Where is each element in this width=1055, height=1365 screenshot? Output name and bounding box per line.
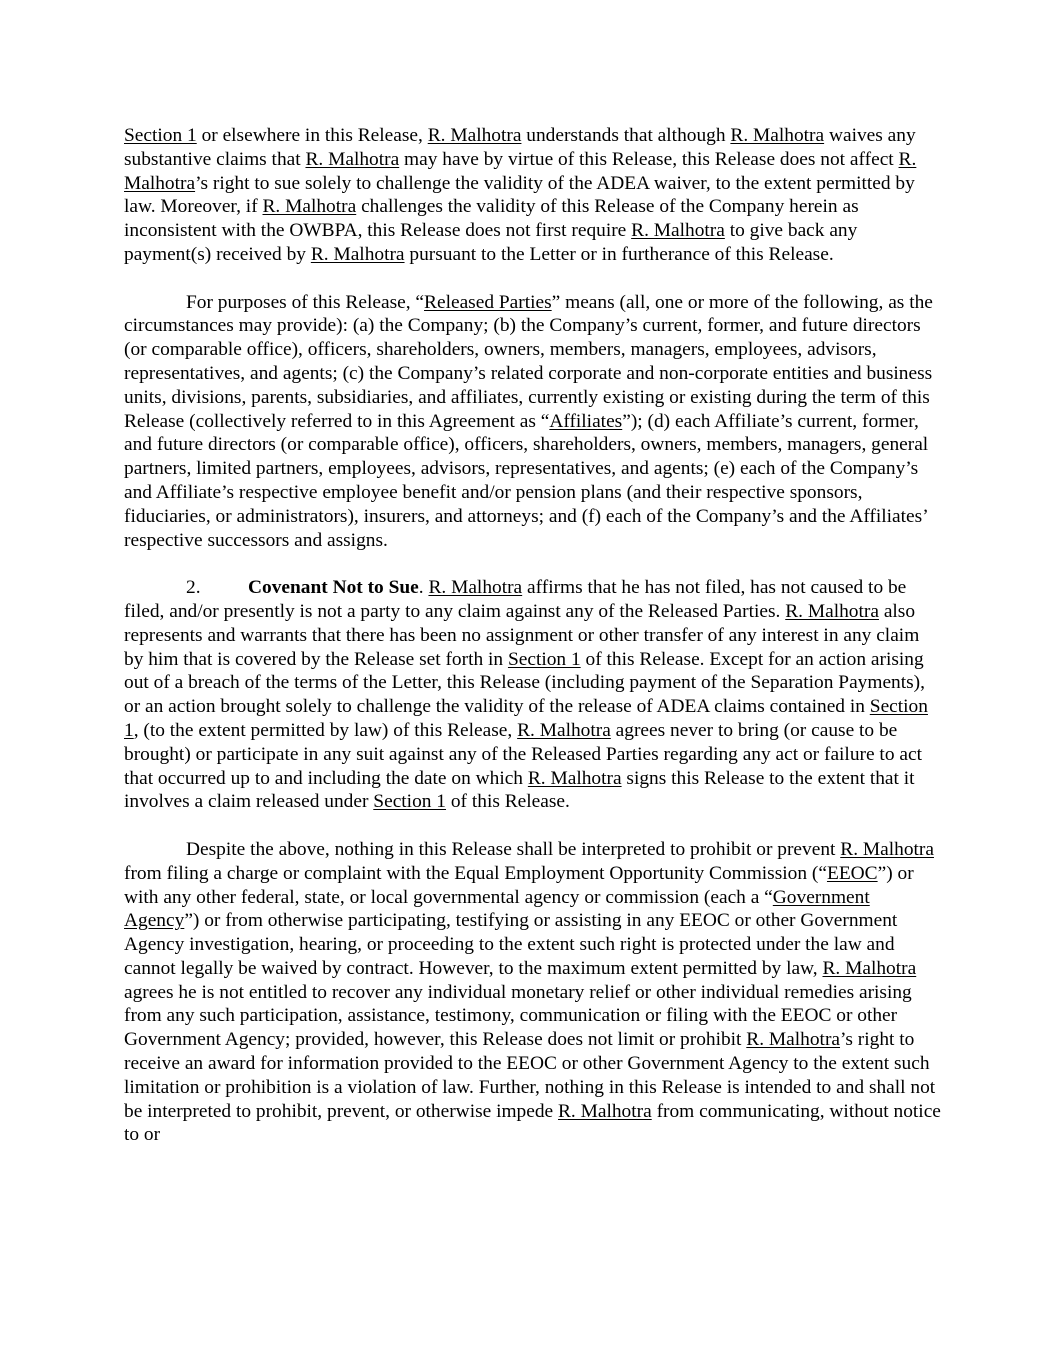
defined-term: R. Malhotra bbox=[840, 838, 934, 860]
defined-term: Section 1 bbox=[124, 125, 197, 146]
text-run: ”) or with any other federal, state, or local governmental agency or commission (each a “ bbox=[124, 862, 914, 908]
text-run: agrees he is not entitled to recover any individual monetary relief or other individual remedies arising from any such participation, assistance, testimony, communication or filing with the EEOC or other Government Agency; provided, however, this Release does not limit or prohibit bbox=[124, 981, 912, 1051]
defined-term: Government Agency bbox=[124, 886, 870, 932]
defined-term: R. Malhotra bbox=[517, 719, 611, 741]
defined-term: R. Malhotra bbox=[730, 125, 825, 146]
text-run: affirms that he has not filed, has not caused to be filed, and/or presently is not a party to any claim against any of the Released Parties. bbox=[124, 577, 907, 622]
paragraph-released-parties bbox=[124, 291, 942, 553]
text-run: ’s right to sue solely to challenge the validity of the ADEA waiver, to the extent permitted by law. Moreover, if bbox=[124, 172, 915, 218]
text-run: pursuant to the Letter or in furtherance of this Release. bbox=[404, 243, 834, 265]
defined-term: R. Malhotra bbox=[427, 125, 522, 146]
defined-term: EEOC bbox=[826, 862, 878, 884]
defined-term: R. Malhotra bbox=[428, 577, 523, 599]
defined-term: R. Malhotra bbox=[262, 196, 357, 218]
text-run: ”); (d) each Affiliate’s current, former, and future directors (or comparable office), officers, shareholders, owners, members, managers, general partners, limited partners, employees, advisors, representatives, and agents; (e) each of the Company’s and Affiliate’s respective employee benefit and/or pension plans (and their respective sponsors, fiduciaries, or administrators), insurers, and attorneys; and (f) each of the Company’s and the Affiliates’ respective successors and assigns. bbox=[124, 410, 929, 551]
text-run: signs this Release to the extent that it involves a claim released under bbox=[124, 767, 915, 813]
defined-term: R. Malhotra bbox=[746, 1029, 841, 1051]
section-number: 2. bbox=[186, 577, 201, 599]
text-run: waives any substantive claims that bbox=[124, 125, 916, 170]
defined-term: R. Malhotra bbox=[305, 148, 400, 170]
defined-term: R. Malhotra bbox=[631, 220, 725, 242]
text-run: from communicating, without notice to or bbox=[124, 1100, 941, 1146]
text-run: to give back any payment(s) received by bbox=[124, 220, 858, 265]
paragraph-covenant-not-to-sue bbox=[124, 576, 942, 814]
defined-term: Section 1 bbox=[507, 648, 581, 670]
document-page bbox=[124, 124, 942, 1171]
text-run: challenges the validity of this Release of the Company herein as inconsistent with the OWBPA, this Release does not first require bbox=[124, 196, 859, 242]
defined-term: R. Malhotra bbox=[785, 600, 879, 622]
defined-term: R. Malhotra bbox=[527, 767, 622, 789]
text-run: understands that although bbox=[521, 125, 731, 146]
defined-term: R. Malhotra bbox=[124, 148, 917, 194]
text-run: , (to the extent permitted by law) of this Release, bbox=[133, 719, 518, 741]
text-run: agrees never to bring (or cause to be brought) or participate in any suit against any of the Released Parties regarding any act or failure to act that occurred up to and including the date on which bbox=[124, 719, 922, 789]
text-run: ”) or from otherwise participating, testifying or assisting in any EEOC or other Government Agency investigation, hearing, or proceeding to the extent such right is protected under the law and cannot legally be waived by contract. However, to the maximum extent permitted by law, bbox=[124, 910, 898, 979]
defined-term: R. Malhotra bbox=[558, 1100, 652, 1122]
paragraph-adea-waiver bbox=[124, 124, 942, 267]
text-run: For purposes of this Release, “ bbox=[186, 291, 425, 313]
defined-term: R. Malhotra bbox=[310, 243, 405, 265]
defined-term: Released Parties bbox=[424, 291, 552, 313]
defined-term: Section 1 bbox=[124, 696, 928, 741]
text-run: . bbox=[418, 577, 429, 599]
text-run: or elsewhere in this Release, bbox=[196, 125, 428, 146]
section-heading: Covenant Not to Sue bbox=[248, 577, 419, 599]
text-run: Despite the above, nothing in this Release shall be interpreted to prohibit or prevent bbox=[186, 838, 841, 860]
text-run: also represents and warrants that there has been no assignment or other transfer of any interest in any claim by him that is covered by the Release set forth in bbox=[124, 600, 920, 670]
text-run: of this Release. Except for an action arising out of a breach of the terms of the Letter, this Release (including payment of the Separation Payments), or an action brought solely to challenge the validity of the release of ADEA claims contained in bbox=[124, 648, 925, 718]
defined-term: Affiliates bbox=[549, 410, 623, 432]
defined-term: R. Malhotra bbox=[822, 957, 917, 979]
defined-term: Section 1 bbox=[373, 791, 447, 813]
text-run: ” means (all, one or more of the following, as the circumstances may provide): (a) the Company; (b) the Company’s current, former, and future directors (or comparable office), officers, shareholders, owners, members, managers, employees, advisors, representatives, and agents; (c) the Company’s related corporate and non-corporate entities and business units, divisions, parents, subsidiaries, and affiliates, currently existing or existing during the term of this Release (collectively referred to in this Agreement as “ bbox=[124, 291, 933, 432]
text-run: may have by virtue of this Release, this Release does not affect bbox=[399, 148, 899, 170]
text-run: of this Release. bbox=[446, 791, 570, 813]
text-run: ’s right to receive an award for information provided to the EEOC or other Government Agency to the extent such limitation or prohibition is a violation of law. Further, nothing in this Release is intended to and shall not be interpreted to prohibit, prevent, or otherwise impede bbox=[124, 1029, 936, 1122]
text-run: from filing a charge or complaint with the Equal Employment Opportunity Commission (“ bbox=[124, 862, 827, 884]
paragraph-government-agency bbox=[124, 838, 942, 1147]
